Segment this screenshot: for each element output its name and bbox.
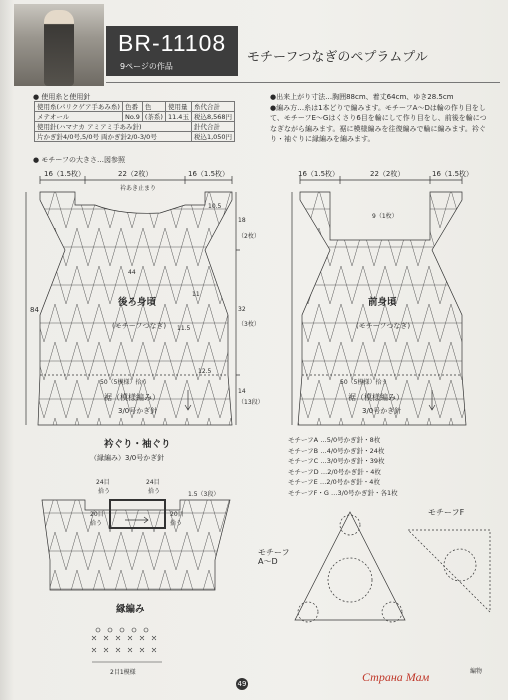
knitting-method: ●編み方…糸は1本どりで編みます。モチーフA〜Dは輪の作り目をして、モチーフE〜Gはくさり6目を輪にして作り目をし、前後を輪につなぎながら編みます。裾に模様編みを往復編みで輪に編みます。衿ぐり・袖ぐりに縁編みを編みます。 <box>270 103 487 143</box>
front-dim-right-label: 16（1.5枚） <box>432 170 474 178</box>
edge-title: 縁編み <box>116 604 145 615</box>
back-title: 後ろ身頃 <box>118 297 157 308</box>
back-side-label-6: （13段） <box>238 399 264 406</box>
motif-f-center <box>444 549 476 581</box>
front-dim-center-label: 22（2枚） <box>370 170 405 178</box>
table-cell: 色番 <box>122 102 142 112</box>
trim-label-3: 24目 <box>146 479 160 486</box>
back-dim-left-label: 16（1.5枚） <box>44 170 86 178</box>
trim-label-4: 拾う <box>148 488 161 495</box>
trim-label-8: 20目 <box>170 511 184 518</box>
edge-chart <box>92 628 162 662</box>
front-hem-count: 50（5模様）拾う <box>340 379 388 386</box>
trim-label-6: 20目 <box>90 511 104 518</box>
back-body-outline <box>38 192 232 425</box>
pattern-page-ref: 9ページの作品 <box>120 62 173 71</box>
table-cell: 糸代合計 <box>191 102 234 112</box>
table-cell: 使用針(ハマナカ アミアミ手あみ針) <box>35 122 192 132</box>
watermark: Страна Мам <box>362 670 430 684</box>
list-item: モチーフE …2/0号かぎ針・4枚 <box>288 478 380 487</box>
back-inner-1: 10.5 <box>208 203 222 210</box>
back-side-label-5: 14 <box>238 388 246 395</box>
back-side-label-1: 18 <box>238 217 246 224</box>
trim-sub: （縁編み）3/0号かぎ針 <box>90 454 165 462</box>
front-hem-title: 裾（模様編み） <box>348 393 404 402</box>
list-item: モチーフA …5/0号かぎ針・8枚 <box>288 436 381 444</box>
front-neck-depth: 9（1枚） <box>372 213 398 220</box>
front-body-outline <box>298 192 466 425</box>
finished-size: ●出来上がり寸法…胸囲88cm、着丈64cm、ゆき28.5cm <box>270 93 454 101</box>
list-item: モチーフD …2/0号かぎ針・4枚 <box>288 467 381 476</box>
motif-ad-title: モチーフ A〜D <box>258 548 290 566</box>
back-side-label-2: （2枚） <box>238 233 260 240</box>
table-cell: (茶系) <box>142 112 165 122</box>
back-side-label-3: 32 <box>238 306 246 313</box>
front-dim-left-label: 16（1.5枚） <box>298 170 340 178</box>
list-item: モチーフC …3/0号かぎ針・39枚 <box>288 457 385 466</box>
front-hem-hook: 3/0号かぎ針 <box>362 407 402 415</box>
trim-label-2: 拾う <box>98 488 111 495</box>
list-item: モチーフF・G …3/0号かぎ針・各1枚 <box>288 488 398 497</box>
table-cell: No.9 <box>122 112 142 122</box>
back-inner-3: 11 <box>192 291 200 298</box>
table-cell: メテオール <box>35 112 123 122</box>
trim-label-7: 拾う <box>90 520 103 527</box>
trim-label-5: 1.5（3段） <box>188 491 220 498</box>
motif-ad-corner-right <box>382 602 402 622</box>
page-number: 49 <box>237 680 247 688</box>
motif-f-shape <box>408 530 490 612</box>
table-cell: 使用量 <box>165 102 191 112</box>
front-sub: (モチーフつなぎ) <box>356 322 411 330</box>
motif-list <box>288 435 398 499</box>
back-inner-5: 12.5 <box>198 368 212 375</box>
back-dim-right-label: 16（1.5枚） <box>188 170 230 178</box>
pattern-title: モチーフつなぎのペプラムプル <box>247 50 428 65</box>
table-cell: 色 <box>142 102 165 112</box>
back-side-label-4: （3枚） <box>238 321 260 328</box>
table-cell: 税込8,568円 <box>191 112 234 122</box>
trim-outline <box>42 500 230 590</box>
corner-text: 編物 <box>470 668 483 675</box>
motif-ad-triangle <box>295 512 405 620</box>
edge-caption: 2目1模様 <box>110 669 136 676</box>
table-cell: 税込1,050円 <box>191 132 234 142</box>
list-item: モチーフB …4/0号かぎ針・24枚 <box>288 446 385 455</box>
back-hem-title: 裾（模様編み） <box>104 393 160 402</box>
motif-size-heading: ● モチーフの大きさ…図参照 <box>33 156 125 164</box>
motif-f-title: モチーフF <box>428 508 465 517</box>
front-title: 前身頃 <box>368 297 397 308</box>
materials-heading: ● 使用糸と使用針 <box>33 93 91 101</box>
back-dim-center-label: 22（2枚） <box>118 170 153 178</box>
motif-ad-center <box>328 558 372 602</box>
trim-label-1: 24目 <box>96 479 110 486</box>
back-inner-4: 11.5 <box>177 325 191 332</box>
table-cell: 使用糸(パリクゲア手あみ糸) <box>35 102 123 112</box>
table-cell: 11.4玉 <box>165 112 191 122</box>
trim-label-9: 拾う <box>170 520 183 527</box>
pattern-code: BR-11108 <box>118 30 227 56</box>
back-hem-hook: 3/0号かぎ針 <box>118 407 158 415</box>
table-cell: 片かぎ針4/0号,5/0号 両かぎ針2/0-3/0号 <box>35 132 192 142</box>
trim-title: 衿ぐり・袖ぐり <box>104 439 171 450</box>
back-total-height: 84 <box>30 306 39 314</box>
back-neck-label: 衿あき止まり <box>120 185 157 192</box>
back-inner-2: 44 <box>128 269 136 276</box>
back-sub: (モチーフつなぎ) <box>112 322 167 330</box>
table-cell: 針代合計 <box>191 122 234 132</box>
motif-ad-corner-left <box>298 602 318 622</box>
back-hem-count: 50（5模様）拾う <box>100 379 148 386</box>
